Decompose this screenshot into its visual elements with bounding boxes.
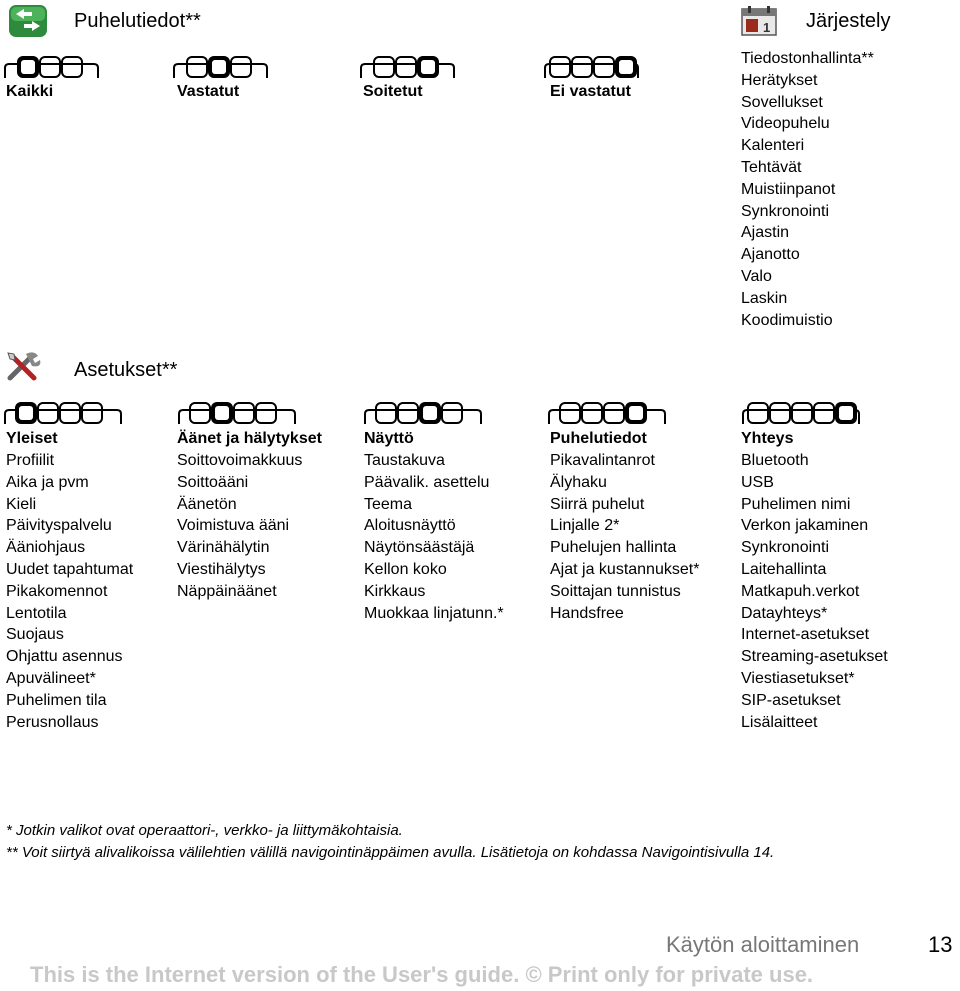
organizer-title: Järjestely — [806, 10, 891, 32]
phone-calls-icon — [8, 4, 48, 38]
tab-label-missed[interactable]: Ei vastatut — [550, 83, 631, 100]
list-item[interactable]: Uudet tapahtumat — [6, 560, 134, 578]
list-item[interactable]: Lisälaitteet — [741, 713, 818, 731]
settings-col-header-calls[interactable]: Puhelutiedot — [550, 430, 647, 447]
calendar-organizer-icon — [740, 4, 780, 38]
list-item[interactable]: Profiilit — [6, 452, 55, 469]
section-name: Käytön aloittaminen — [666, 932, 860, 957]
tab-strip-2-icon — [173, 54, 268, 80]
tab-strip-1-icon — [4, 54, 99, 80]
settings-tab-strip-1-icon — [4, 400, 122, 426]
list-item[interactable]: Muistiinpanot — [741, 180, 836, 198]
list-item[interactable]: Ääniohjaus — [6, 539, 86, 557]
list-item[interactable]: Synkronointi — [741, 539, 830, 557]
list-item[interactable]: Puhelimen tila — [6, 691, 107, 709]
tools-settings-icon — [4, 350, 44, 384]
list-item[interactable]: Pikavalintanrot — [550, 452, 655, 469]
list-item[interactable]: Näytönsäästäjä — [364, 539, 475, 557]
list-item[interactable]: Aika ja pvm — [6, 473, 89, 491]
settings-col-general-list — [6, 450, 133, 733]
list-item[interactable]: Älyhaku — [550, 473, 607, 491]
list-item[interactable]: USB — [741, 473, 774, 491]
settings-col-header-connectivity[interactable]: Yhteys — [741, 430, 794, 447]
list-item[interactable]: Internet-asetukset — [741, 626, 870, 644]
settings-col-calls-list — [550, 450, 699, 624]
settings-col-header-display[interactable]: Näyttö — [364, 430, 414, 447]
settings-col-sounds-list — [177, 450, 302, 603]
settings-col-connectivity-list — [741, 450, 888, 733]
list-item[interactable]: Datayhteys* — [741, 604, 828, 622]
page-number: 13 — [928, 932, 953, 957]
list-item[interactable]: Taustakuva — [364, 452, 445, 469]
list-item[interactable]: Äänetön — [177, 495, 237, 513]
tab-strip-4-icon — [544, 54, 639, 80]
list-item[interactable]: Tiedostonhallinta** — [741, 50, 874, 67]
list-item[interactable]: Kirkkaus — [364, 582, 426, 600]
list-item[interactable]: Herätykset — [741, 71, 818, 89]
list-item[interactable]: Synkronointi — [741, 202, 830, 220]
settings-tab-strip-2-icon — [178, 400, 296, 426]
tab-label-answered[interactable]: Vastatut — [177, 83, 240, 100]
list-item[interactable]: Laskin — [741, 289, 788, 307]
settings-tab-strip-4-icon — [548, 400, 666, 426]
list-item[interactable]: Ajat ja kustannukset* — [550, 560, 700, 578]
list-item[interactable]: Suojaus — [6, 626, 64, 644]
calls-title: Puhelutiedot** — [74, 10, 201, 32]
list-item[interactable]: Perusnollaus — [6, 713, 99, 731]
list-item[interactable]: Lentotila — [6, 604, 67, 622]
list-item[interactable]: Koodimuistio — [741, 311, 833, 329]
tab-label-dialled[interactable]: Soitetut — [363, 83, 423, 100]
list-item[interactable]: Voimistuva ääni — [177, 517, 290, 535]
tab-strip-3-icon — [360, 54, 455, 80]
footnote-navigation: ** Voit siirtyä alivalikoissa välilehtien välillä navigointinäppäimen avulla. Lisätietoja on kohdassa Navigointisivulla 14. — [6, 844, 775, 861]
list-item[interactable]: Laitehallinta — [741, 560, 827, 578]
settings-col-display-list — [364, 450, 504, 624]
list-item[interactable]: Värinähälytin — [177, 539, 270, 557]
list-item[interactable]: Kalenteri — [741, 137, 805, 155]
list-item[interactable]: Valo — [741, 267, 772, 285]
svg-text:1: 1 — [763, 20, 771, 35]
list-item[interactable]: Näppäinäänet — [177, 582, 277, 600]
list-item[interactable]: Muokkaa linjatunn.* — [364, 604, 504, 622]
list-item[interactable]: SIP-asetukset — [741, 691, 841, 709]
list-item[interactable]: Kieli — [6, 495, 37, 513]
list-item[interactable]: Viestiasetukset* — [741, 669, 855, 687]
list-item[interactable]: Handsfree — [550, 604, 624, 622]
settings-col-header-sounds[interactable]: Äänet ja hälytykset — [177, 430, 322, 447]
list-item[interactable]: Pikakomennot — [6, 582, 108, 600]
list-item[interactable]: Puhelujen hallinta — [550, 539, 677, 557]
list-item[interactable]: Streaming-asetukset — [741, 648, 888, 666]
settings-col-header-general[interactable]: Yleiset — [6, 430, 58, 447]
list-item[interactable]: Soittoääni — [177, 473, 249, 491]
list-item[interactable]: Apuvälineet* — [6, 669, 96, 687]
list-item[interactable]: Videopuhelu — [741, 115, 830, 133]
list-item[interactable]: Päivityspalvelu — [6, 517, 112, 535]
list-item[interactable]: Kellon koko — [364, 560, 447, 578]
list-item[interactable]: Soittajan tunnistus — [550, 582, 681, 600]
settings-tab-strip-3-icon — [364, 400, 482, 426]
list-item[interactable]: Matkapuh.verkot — [741, 582, 860, 600]
watermark: This is the Internet version of the User's guide. © Print only for private use. — [30, 962, 814, 987]
list-item[interactable]: Ohjattu asennus — [6, 648, 123, 666]
organizer-list — [741, 48, 874, 331]
list-item[interactable]: Ajastin — [741, 224, 790, 242]
settings-title: Asetukset** — [74, 359, 178, 381]
list-item[interactable]: Bluetooth — [741, 452, 809, 469]
tab-label-all[interactable]: Kaikki — [6, 83, 54, 100]
list-item[interactable]: Verkon jakaminen — [741, 517, 869, 535]
list-item[interactable]: Soittovoimakkuus — [177, 452, 303, 469]
list-item[interactable]: Päävalik. asettelu — [364, 473, 490, 491]
footnote-operator: * Jotkin valikot ovat operaattori-, verkko- ja liittymäkohtaisia. — [6, 822, 403, 839]
list-item[interactable]: Sovellukset — [741, 93, 823, 111]
list-item[interactable]: Teema — [364, 495, 413, 513]
list-item[interactable]: Linjalle 2* — [550, 517, 620, 535]
list-item[interactable]: Tehtävät — [741, 158, 802, 176]
settings-tab-strip-5-icon — [742, 400, 860, 426]
list-item[interactable]: Aloitusnäyttö — [364, 517, 456, 535]
list-item[interactable]: Puhelimen nimi — [741, 495, 851, 513]
list-item[interactable]: Viestihälytys — [177, 560, 266, 578]
list-item[interactable]: Ajanotto — [741, 246, 800, 264]
list-item[interactable]: Siirrä puhelut — [550, 495, 645, 513]
